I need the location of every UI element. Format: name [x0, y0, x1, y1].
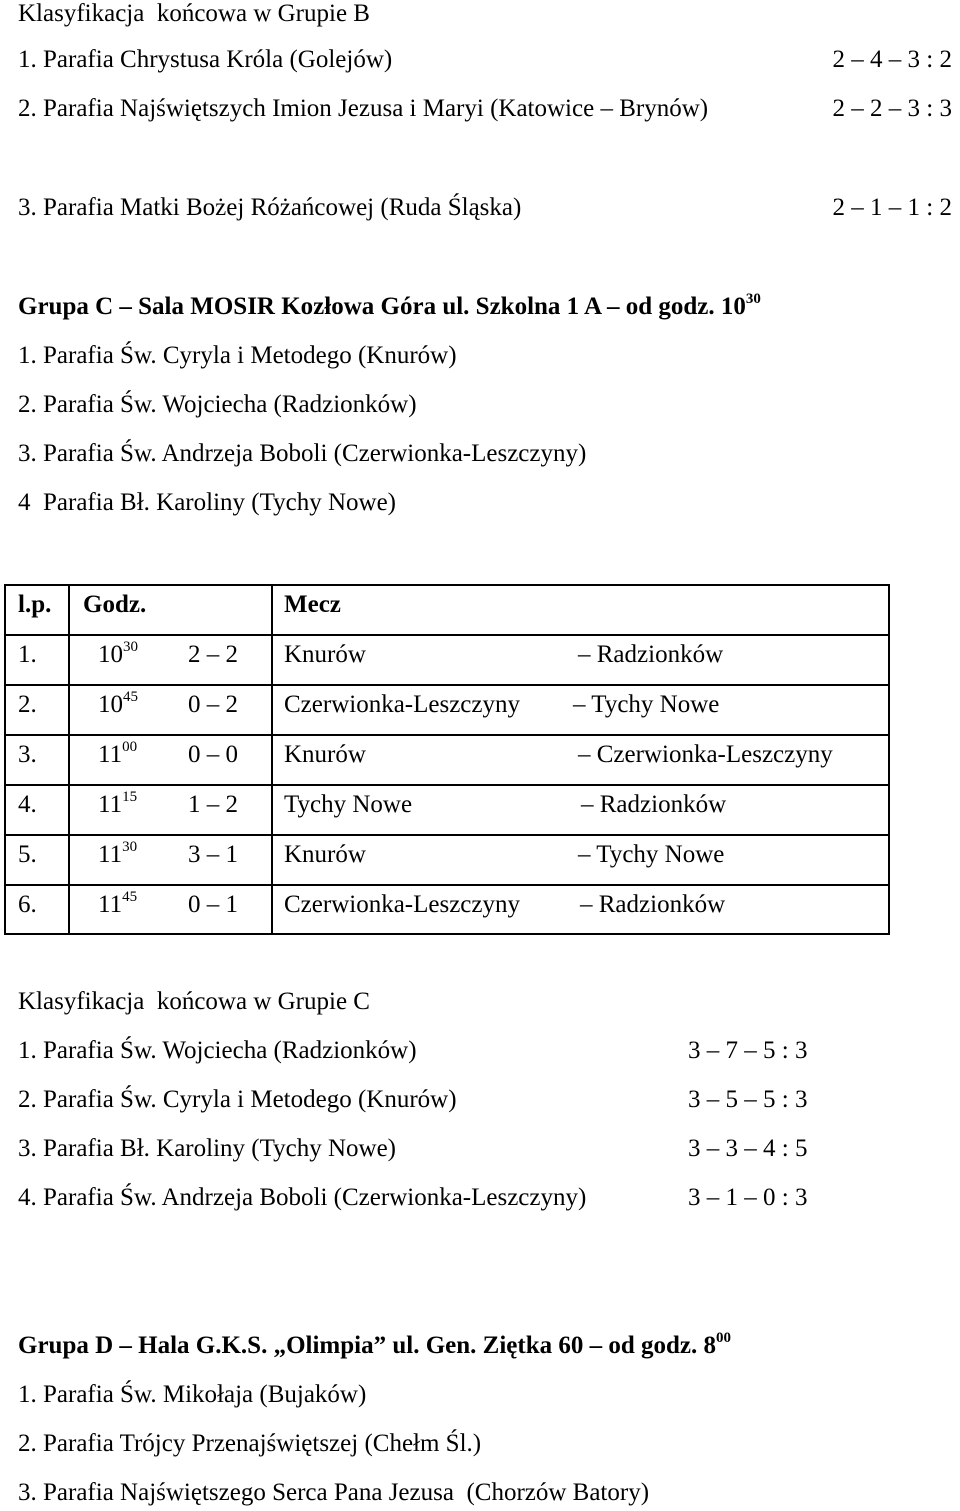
- row-1-time: $10^{30}$: [98, 639, 138, 668]
- row-6-away: – Radzionków: [580, 891, 726, 918]
- row-3-away: – Czerwionka-Leszczyny: [578, 741, 833, 768]
- group-c-heading: Grupa C – Sala MOSIR Kozłowa Góra ul. Szkolna 1 A – od godz. $10^{30}$: [18, 291, 761, 320]
- row-1-lp: 1.: [18, 641, 37, 668]
- row-1-home: Knurów: [284, 641, 366, 668]
- group-c-final-team-4: 4. Parafia Św. Andrzeja Boboli (Czerwionka-Leszczyny): [18, 1184, 587, 1211]
- row-2-score: 0 – 2: [188, 691, 238, 718]
- row-4-lp: 4.: [18, 791, 37, 818]
- row-2-time: $10^{45}$: [98, 689, 138, 718]
- group-b-result-2: 2 – 2 – 3 : 3: [832, 95, 952, 122]
- group-c-team-3: 3. Parafia Św. Andrzeja Boboli (Czerwionka-Leszczyny): [18, 440, 587, 467]
- header-match: Mecz: [284, 591, 341, 618]
- group-c-final-team-3: 3. Parafia Bł. Karoliny (Tychy Nowe): [18, 1135, 397, 1162]
- row-4-home: Tychy Nowe: [284, 791, 413, 818]
- row-3-time: $11^{00}$: [98, 739, 138, 768]
- group-d-team-3: 3. Parafia Najświętszego Serca Pana Jezusa (Chorzów Batory): [18, 1479, 650, 1506]
- row-4-away: – Radzionków: [581, 791, 727, 818]
- row-3-home: Knurów: [284, 741, 366, 768]
- group-c-final-result-1: 3 – 7 – 5 : 3: [688, 1037, 808, 1064]
- schedule-table: [4, 584, 890, 935]
- group-d-team-2: 2. Parafia Trójcy Przenajświętszej (Chełm Śl.): [18, 1430, 482, 1457]
- group-c-team-2: 2. Parafia Św. Wojciecha (Radzionków): [18, 391, 417, 418]
- row-6-lp: 6.: [18, 891, 37, 918]
- group-c-heading-sup: 30: [745, 291, 761, 307]
- row-6-home: Czerwionka-Leszczyny: [284, 891, 520, 918]
- row-2-away: – Tychy Nowe: [573, 691, 720, 718]
- group-c-final-team-1: 1. Parafia Św. Wojciecha (Radzionków): [18, 1037, 417, 1064]
- group-d-heading: Grupa D – Hala G.K.S. „Olimpia” ul. Gen. Ziętka 60 – od godz. $8^{00}$: [18, 1330, 731, 1359]
- group-c-final-heading: Klasyfikacja końcowa w Grupie C: [18, 988, 370, 1015]
- group-b-team-2: 2. Parafia Najświętszych Imion Jezusa i Maryi (Katowice – Brynów): [18, 95, 709, 122]
- row-2-home: Czerwionka-Leszczyny: [284, 691, 520, 718]
- group-b-final-heading: Klasyfikacja końcowa w Grupie B: [18, 0, 370, 27]
- group-c-team-4: 4 Parafia Bł. Karoliny (Tychy Nowe): [18, 489, 397, 516]
- row-5-time: $11^{30}$: [98, 839, 138, 868]
- header-lp: l.p.: [18, 591, 52, 618]
- row-4-score: 1 – 2: [188, 791, 238, 818]
- row-4-time: $11^{15}$: [98, 789, 138, 818]
- row-6-time: $11^{45}$: [98, 889, 138, 918]
- row-5-away: – Tychy Nowe: [578, 841, 725, 868]
- group-b-result-3: 2 – 1 – 1 : 2: [832, 194, 952, 221]
- row-3-lp: 3.: [18, 741, 37, 768]
- row-5-score: 3 – 1: [188, 841, 238, 868]
- row-6-score: 0 – 1: [188, 891, 238, 918]
- group-c-final-result-4: 3 – 1 – 0 : 3: [688, 1184, 808, 1211]
- row-3-score: 0 – 0: [188, 741, 238, 768]
- group-c-final-result-2: 3 – 5 – 5 : 3: [688, 1086, 808, 1113]
- group-d-team-1: 1. Parafia Św. Mikołaja (Bujaków): [18, 1381, 367, 1408]
- row-2-lp: 2.: [18, 691, 37, 718]
- row-5-home: Knurów: [284, 841, 366, 868]
- header-time: Godz.: [83, 591, 147, 618]
- group-b-result-1: 2 – 4 – 3 : 2: [832, 46, 952, 73]
- row-1-score: 2 – 2: [188, 641, 238, 668]
- group-b-team-3: 3. Parafia Matki Bożej Różańcowej (Ruda Śląska): [18, 194, 522, 221]
- group-c-final-result-3: 3 – 3 – 4 : 5: [688, 1135, 808, 1162]
- row-5-lp: 5.: [18, 841, 37, 868]
- row-1-away: – Radzionków: [578, 641, 724, 668]
- group-d-heading-sup: 00: [716, 1330, 731, 1346]
- group-c-final-team-2: 2. Parafia Św. Cyryla i Metodego (Knurów): [18, 1086, 457, 1113]
- group-c-team-1: 1. Parafia Św. Cyryla i Metodego (Knurów): [18, 342, 457, 369]
- group-b-team-1: 1. Parafia Chrystusa Króla (Golejów): [18, 46, 393, 73]
